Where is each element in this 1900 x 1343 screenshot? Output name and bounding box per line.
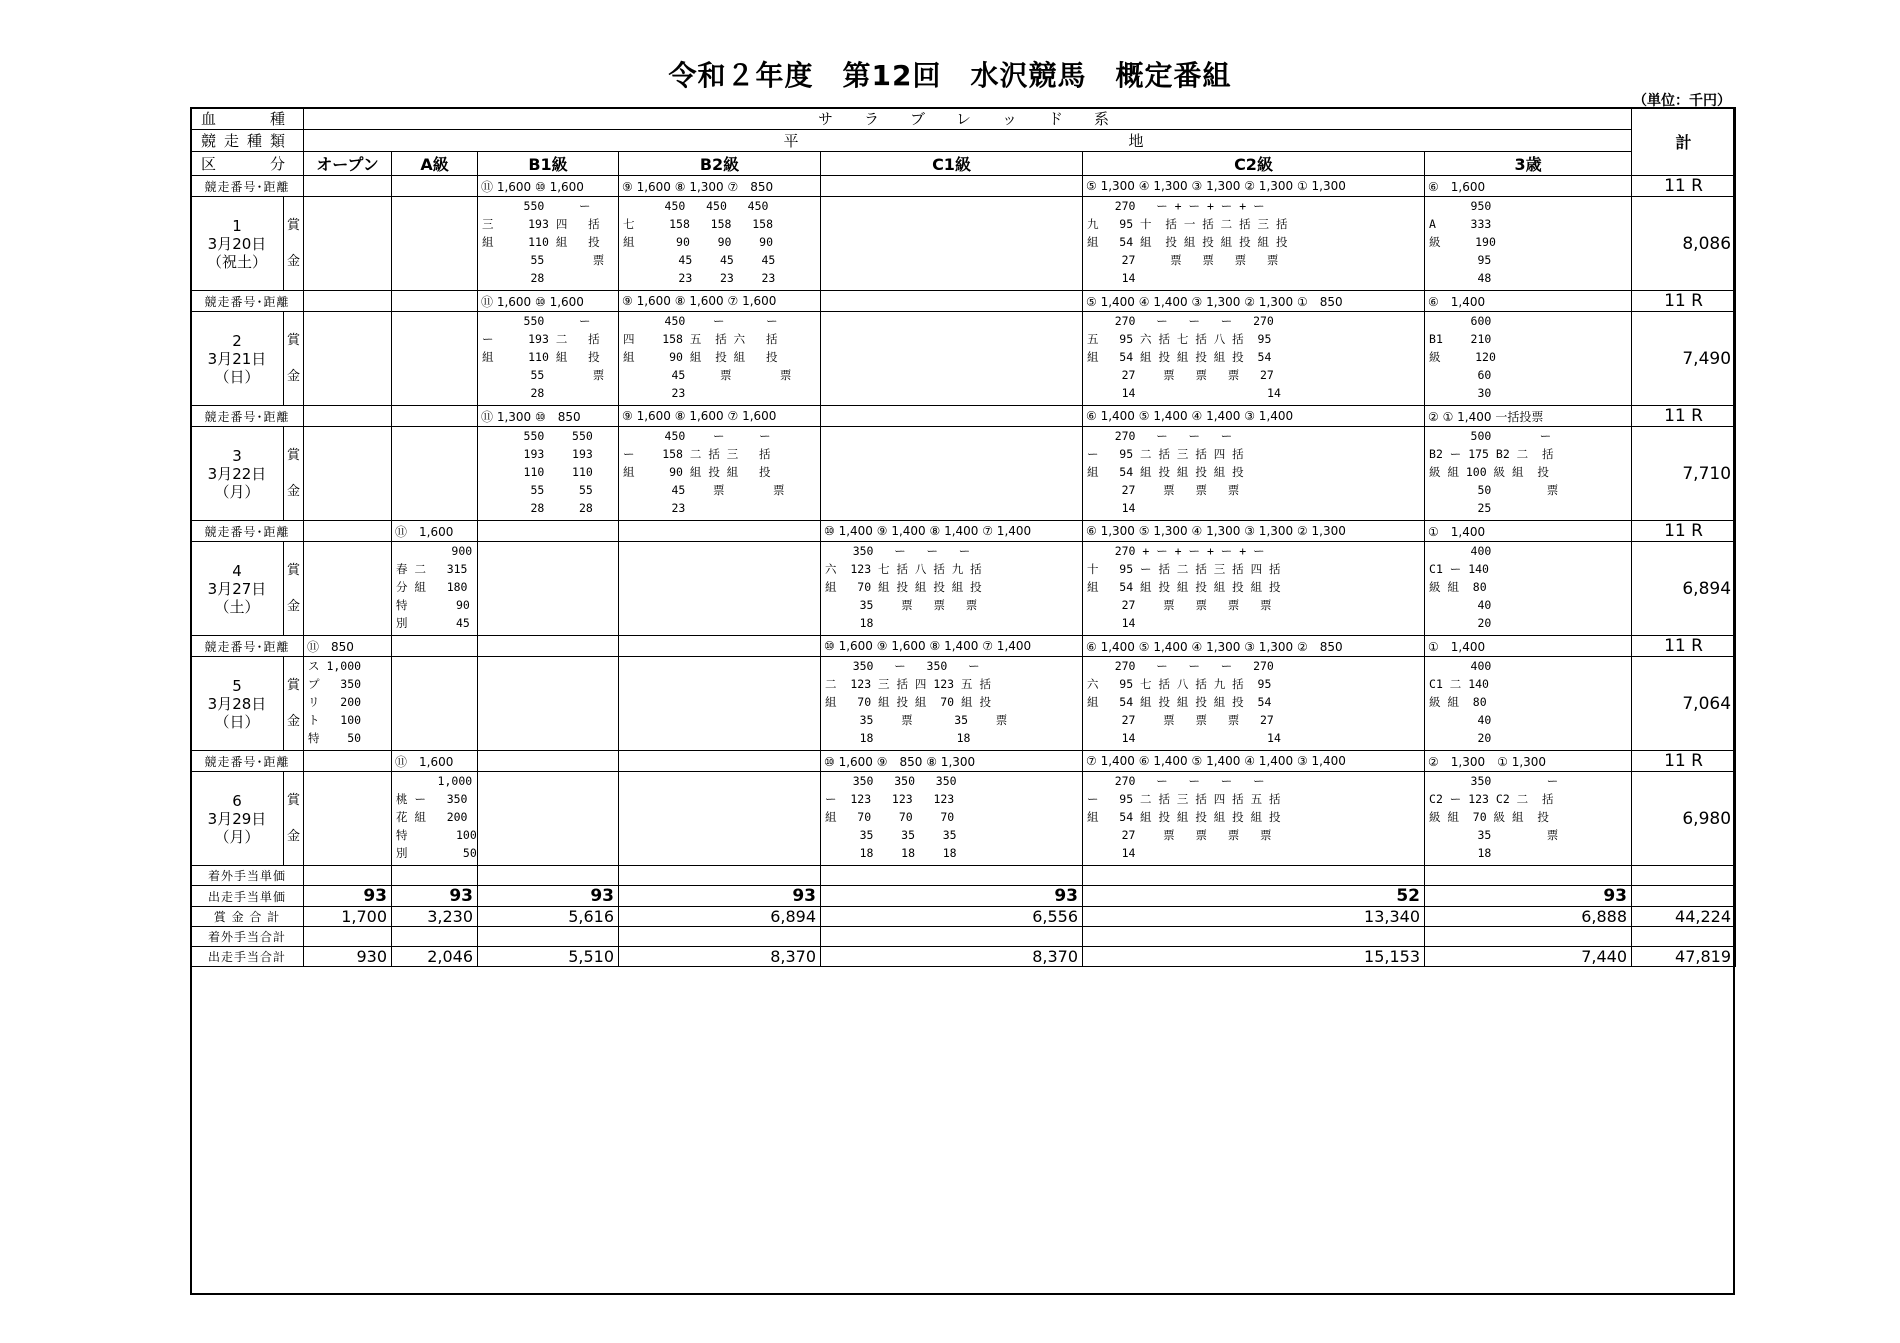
race-day-line: 4 (232, 561, 242, 580)
prize-cell (1425, 312, 1632, 406)
summary-total: 47,819 (1632, 947, 1736, 967)
prize-label-bottom: 金 (287, 713, 301, 729)
prize-breakdown: 600 B1 210 級 120 60 30 (1429, 314, 1496, 400)
prize-cell (1083, 772, 1425, 866)
summary-total (1632, 866, 1736, 886)
summary-value: 52 (1083, 886, 1425, 907)
distance-cell (304, 176, 392, 197)
prize-row (191, 772, 1736, 866)
distance-cell: ① 1,400 (1425, 636, 1632, 657)
distance-cell (392, 636, 478, 657)
summary-value: 8,370 (619, 947, 821, 967)
race-day (191, 657, 284, 751)
class-header-4: C1級 (821, 152, 1083, 176)
prize-label-top: 賞 (287, 217, 301, 233)
summary-value (1083, 927, 1425, 947)
distance-cell: ⑦ 1,400 ⑥ 1,400 ⑤ 1,400 ④ 1,400 ③ 1,400 (1083, 751, 1425, 772)
summary-value (304, 866, 392, 886)
prize-breakdown: 1,000 桃 ー 350 花 組 200 特 100 別 50 (396, 774, 477, 860)
distance-cell (304, 751, 392, 772)
distance-cell: ⑨ 1,600 ⑧ 1,300 ⑦ 850 (619, 176, 821, 197)
distance-row (191, 406, 1736, 427)
prize-cell (478, 312, 619, 406)
race-count: 11 R (1632, 751, 1736, 772)
distance-cell: ⑥ 1,300 ⑤ 1,300 ④ 1,300 ③ 1,300 ② 1,300 (1083, 521, 1425, 542)
summary-value: 93 (392, 886, 478, 907)
distance-cell: ⑪ 1,600 ⑩ 1,600 (478, 176, 619, 197)
prize-cell (1083, 197, 1425, 291)
summary-value: 3,230 (392, 907, 478, 927)
summary-value (478, 927, 619, 947)
prize-cell (478, 657, 619, 751)
day-total: 7,490 (1632, 312, 1736, 406)
prize-cell (619, 542, 821, 636)
prize-breakdown: 270 + ー + ー + ー + ー 十 95 ー 括 二 括 三 括 四 括 組 54 組 投 組 投 組 投 組 投 27 票 票 票 票 14 (1087, 544, 1281, 630)
distance-cell (304, 291, 392, 312)
prize-label (284, 427, 304, 521)
breed-label: 血 種 (191, 108, 304, 130)
class-header-6: 3歳 (1425, 152, 1632, 176)
summary-value: 93 (478, 886, 619, 907)
prize-row (191, 657, 1736, 751)
distance-row (191, 176, 1736, 197)
race-count: 11 R (1632, 291, 1736, 312)
summary-value (821, 866, 1083, 886)
summary-label: 賞 金 合 計 (191, 907, 304, 927)
prize-cell (1425, 197, 1632, 291)
distance-row (191, 636, 1736, 657)
distance-cell (821, 291, 1083, 312)
summary-label: 着外手当合計 (191, 927, 304, 947)
prize-row (191, 312, 1736, 406)
race-day-line: 3月22日 (207, 464, 267, 483)
prize-label-top: 賞 (287, 562, 301, 578)
summary-row (191, 866, 1736, 886)
prize-breakdown: 900 春 二 315 分 組 180 特 90 別 45 (396, 544, 473, 630)
distance-row-label: 競走番号･距離 (191, 751, 304, 772)
race-type-value: 平 地 (304, 130, 1632, 152)
prize-cell (1083, 657, 1425, 751)
distance-cell: ⑩ 1,400 ⑨ 1,400 ⑧ 1,400 ⑦ 1,400 (821, 521, 1083, 542)
distance-cell (478, 636, 619, 657)
race-day-line: 3月27日 (207, 579, 267, 598)
summary-label: 出走手当合計 (191, 947, 304, 967)
distance-row-label: 競走番号･距離 (191, 176, 304, 197)
distance-cell (821, 176, 1083, 197)
prize-breakdown: 270 ー + ー + ー + ー 九 95 十 括 一 括 二 括 三 括 組 54 組 投 組 投 組 投 組 投 27 票 票 票 票 14 (1087, 199, 1288, 285)
distance-cell: ① 1,400 (1425, 521, 1632, 542)
race-day-line: 3月21日 (207, 349, 267, 368)
distance-row (191, 291, 1736, 312)
prize-label (284, 542, 304, 636)
prize-cell (821, 542, 1083, 636)
prize-cell (821, 657, 1083, 751)
distance-row-label: 競走番号･距離 (191, 521, 304, 542)
prize-cell (304, 772, 392, 866)
summary-row (191, 927, 1736, 947)
prize-cell (392, 312, 478, 406)
prize-cell (392, 772, 478, 866)
summary-value: 930 (304, 947, 392, 967)
race-day (191, 197, 284, 291)
prize-label-top: 賞 (287, 792, 301, 808)
race-count: 11 R (1632, 521, 1736, 542)
prize-cell (1425, 772, 1632, 866)
day-total: 6,980 (1632, 772, 1736, 866)
distance-cell: ⑪ 1,600 (392, 521, 478, 542)
race-day-line: 3月29日 (207, 809, 267, 828)
distance-cell: ⑪ 1,600 ⑩ 1,600 (478, 291, 619, 312)
prize-cell (304, 312, 392, 406)
prize-cell (1083, 542, 1425, 636)
race-day-line: 3 (232, 446, 242, 465)
prize-cell (478, 197, 619, 291)
page-title: 令和２年度 第12回 水沢競馬 概定番組 (668, 59, 1232, 92)
prize-cell (304, 657, 392, 751)
race-day (191, 312, 284, 406)
prize-cell (821, 427, 1083, 521)
summary-value (392, 866, 478, 886)
prize-cell (619, 312, 821, 406)
unit-note: （単位：千円） (1633, 93, 1731, 109)
prize-label-bottom: 金 (287, 828, 301, 844)
prize-label-top: 賞 (287, 447, 301, 463)
prize-cell (1425, 427, 1632, 521)
prize-cell (478, 772, 619, 866)
prize-breakdown: 550 ー ー 193 二 括 組 110 組 投 55 票 28 (482, 314, 605, 400)
distance-cell: ⑪ 1,300 ⑩ 850 (478, 406, 619, 427)
distance-cell (392, 176, 478, 197)
distance-cell: ⑤ 1,400 ④ 1,400 ③ 1,300 ② 1,300 ① 850 (1083, 291, 1425, 312)
summary-value (821, 927, 1083, 947)
distance-cell: ⑪ 850 (304, 636, 392, 657)
distance-cell (478, 751, 619, 772)
race-day-line: 5 (232, 676, 242, 695)
prize-breakdown: 550 550 193 193 110 110 55 55 28 28 (523, 429, 593, 515)
prize-label-bottom: 金 (287, 598, 301, 614)
prize-cell (1425, 657, 1632, 751)
race-day-line: （祝土） (206, 252, 267, 271)
summary-value: 13,340 (1083, 907, 1425, 927)
prize-label-top: 賞 (287, 677, 301, 693)
distance-row-label: 競走番号･距離 (191, 406, 304, 427)
distance-row (191, 521, 1736, 542)
class-header-2: B1級 (478, 152, 619, 176)
prize-row (191, 427, 1736, 521)
class-header-0: オープン (304, 152, 392, 176)
prize-label-bottom: 金 (287, 253, 301, 269)
summary-value: 2,046 (392, 947, 478, 967)
summary-total (1632, 886, 1736, 907)
prize-breakdown: 350 350 350 ー 123 123 123 組 70 70 70 35 35 35 18 18 18 (825, 774, 957, 860)
race-count: 11 R (1632, 636, 1736, 657)
summary-label: 着外手当単価 (191, 866, 304, 886)
race-type-label: 競走種類 (191, 130, 304, 152)
summary-value: 8,370 (821, 947, 1083, 967)
prize-breakdown: ス 1,000 プ 350 リ 200 ト 100 特 50 (308, 659, 362, 745)
summary-value (392, 927, 478, 947)
summary-value (619, 927, 821, 947)
distance-cell: ⑩ 1,600 ⑨ 850 ⑧ 1,300 (821, 751, 1083, 772)
distance-cell (821, 406, 1083, 427)
class-header-5: C2級 (1083, 152, 1425, 176)
race-day (191, 542, 284, 636)
prize-label-top: 賞 (287, 332, 301, 348)
day-total: 7,064 (1632, 657, 1736, 751)
distance-row-label: 競走番号･距離 (191, 291, 304, 312)
prize-breakdown: 270 ー ー ー ー 95 二 括 三 括 四 括 組 54 組 投 組 投 組 投 27 票 票 票 14 (1087, 429, 1244, 515)
prize-breakdown: 550 ー 三 193 四 括 組 110 組 投 55 票 28 (482, 199, 605, 285)
distance-cell (304, 521, 392, 542)
total-header: 計 (1632, 108, 1736, 176)
race-day-line: 3月28日 (207, 694, 267, 713)
summary-row (191, 886, 1736, 907)
distance-row-label: 競走番号･距離 (191, 636, 304, 657)
race-day (191, 427, 284, 521)
summary-value (1425, 927, 1632, 947)
distance-cell (619, 751, 821, 772)
prize-cell (619, 427, 821, 521)
race-count: 11 R (1632, 406, 1736, 427)
race-program-table (190, 107, 1736, 967)
summary-value: 93 (821, 886, 1083, 907)
race-day-line: （土） (214, 597, 260, 616)
summary-value (1083, 866, 1425, 886)
prize-cell (304, 197, 392, 291)
prize-row (191, 197, 1736, 291)
distance-cell: ⑥ 1,400 (1425, 291, 1632, 312)
distance-cell: ⑥ 1,600 (1425, 176, 1632, 197)
race-day-line: （月） (214, 482, 260, 501)
prize-breakdown: 500 ー B2 ー 175 B2 二 括 級 組 100 級 組 投 50 票 25 (1429, 429, 1559, 515)
prize-breakdown: 270 ー ー ー 270 五 95 六 括 七 括 八 括 95 組 54 組 投 組 投 組 投 54 27 票 票 票 27 14 14 (1087, 314, 1281, 400)
summary-value: 93 (1425, 886, 1632, 907)
race-day-line: 1 (232, 216, 242, 235)
distance-cell (392, 406, 478, 427)
summary-value: 1,700 (304, 907, 392, 927)
day-total: 8,086 (1632, 197, 1736, 291)
prize-breakdown: 400 C1 ー 140 級 組 80 40 20 (1429, 544, 1492, 630)
day-total: 7,710 (1632, 427, 1736, 521)
prize-cell (619, 772, 821, 866)
distance-cell: ⑨ 1,600 ⑧ 1,600 ⑦ 1,600 (619, 406, 821, 427)
distance-cell (392, 291, 478, 312)
summary-value: 6,556 (821, 907, 1083, 927)
distance-cell: ⑤ 1,300 ④ 1,300 ③ 1,300 ② 1,300 ① 1,300 (1083, 176, 1425, 197)
prize-row (191, 542, 1736, 636)
prize-cell (392, 427, 478, 521)
distance-cell: ⑥ 1,400 ⑤ 1,400 ④ 1,400 ③ 1,400 (1083, 406, 1425, 427)
prize-cell (821, 772, 1083, 866)
distance-cell: ⑪ 1,600 (392, 751, 478, 772)
class-header-1: A級 (392, 152, 478, 176)
prize-cell (392, 542, 478, 636)
summary-row (191, 947, 1736, 967)
summary-value (478, 866, 619, 886)
prize-cell (821, 197, 1083, 291)
distance-cell: ⑩ 1,600 ⑨ 1,600 ⑧ 1,400 ⑦ 1,400 (821, 636, 1083, 657)
prize-label (284, 657, 304, 751)
prize-breakdown: 270 ー ー ー 270 六 95 七 括 八 括 九 括 95 組 54 組 投 組 投 組 投 54 27 票 票 票 27 14 14 (1087, 659, 1281, 745)
prize-label-bottom: 金 (287, 368, 301, 384)
prize-cell (1425, 542, 1632, 636)
summary-value: 93 (304, 886, 392, 907)
class-header-3: B2級 (619, 152, 821, 176)
race-day (191, 772, 284, 866)
prize-cell (821, 312, 1083, 406)
summary-value: 15,153 (1083, 947, 1425, 967)
distance-cell (478, 521, 619, 542)
prize-cell (304, 542, 392, 636)
prize-cell (304, 427, 392, 521)
summary-total (1632, 927, 1736, 947)
summary-label: 出走手当単価 (191, 886, 304, 907)
race-count: 11 R (1632, 176, 1736, 197)
prize-breakdown: 450 450 450 七 158 158 158 組 90 90 90 45 45 45 23 23 23 (623, 199, 776, 285)
prize-cell (478, 427, 619, 521)
distance-cell (619, 521, 821, 542)
summary-row (191, 907, 1736, 927)
race-day-line: 6 (232, 791, 242, 810)
race-day-line: （日） (214, 367, 260, 386)
prize-cell (619, 657, 821, 751)
prize-label (284, 197, 304, 291)
summary-value: 5,510 (478, 947, 619, 967)
summary-value (304, 927, 392, 947)
day-total: 6,894 (1632, 542, 1736, 636)
summary-value (1425, 866, 1632, 886)
prize-cell (392, 197, 478, 291)
summary-value: 6,888 (1425, 907, 1632, 927)
distance-cell (619, 636, 821, 657)
prize-breakdown: 350 ー ー ー 六 123 七 括 八 括 九 括 組 70 組 投 組 投 組 投 35 票 票 票 18 (825, 544, 982, 630)
prize-breakdown: 450 ー ー 四 158 五 括 六 括 組 90 組 投 組 投 45 票 票 23 (623, 314, 792, 400)
summary-total: 44,224 (1632, 907, 1736, 927)
prize-cell (478, 542, 619, 636)
prize-breakdown: 400 C1 二 140 級 組 80 40 20 (1429, 659, 1492, 745)
distance-row (191, 751, 1736, 772)
prize-breakdown: 350 ー 350 ー 二 123 三 括 四 123 五 括 組 70 組 投 組 70 組 投 35 票 35 票 18 18 (825, 659, 1008, 745)
prize-cell (619, 197, 821, 291)
distance-cell: ② 1,300 ① 1,300 (1425, 751, 1632, 772)
distance-cell (304, 406, 392, 427)
race-day-line: 3月20日 (207, 234, 267, 253)
class-label: 区 分 (191, 152, 304, 176)
summary-value: 7,440 (1425, 947, 1632, 967)
prize-cell (392, 657, 478, 751)
summary-value: 93 (619, 886, 821, 907)
prize-breakdown: 450 ー ー ー 158 二 括 三 括 組 90 組 投 組 投 45 票 票 23 (623, 429, 785, 515)
summary-value: 5,616 (478, 907, 619, 927)
race-day-line: （日） (214, 712, 260, 731)
distance-cell: ② ① 1,400 一括投票 (1425, 406, 1632, 427)
distance-cell: ⑥ 1,400 ⑤ 1,400 ④ 1,300 ③ 1,300 ② 850 (1083, 636, 1425, 657)
prize-label-bottom: 金 (287, 483, 301, 499)
race-day-line: （月） (214, 827, 260, 846)
prize-label (284, 772, 304, 866)
prize-cell (1083, 427, 1425, 521)
summary-value (619, 866, 821, 886)
prize-label (284, 312, 304, 406)
prize-breakdown: 350 ー C2 ー 123 C2 二 括 級 組 70 級 組 投 35 票 18 (1429, 774, 1559, 860)
prize-breakdown: 270 ー ー ー ー ー 95 二 括 三 括 四 括 五 括 組 54 組 投 組 投 組 投 組 投 27 票 票 票 票 14 (1087, 774, 1281, 860)
prize-breakdown: 950 A 333 級 190 95 48 (1429, 199, 1496, 285)
summary-value: 6,894 (619, 907, 821, 927)
distance-cell: ⑨ 1,600 ⑧ 1,600 ⑦ 1,600 (619, 291, 821, 312)
breed-value: サ ラ ブ レ ッ ド 系 (304, 108, 1632, 130)
race-day-line: 2 (232, 331, 242, 350)
prize-cell (1083, 312, 1425, 406)
